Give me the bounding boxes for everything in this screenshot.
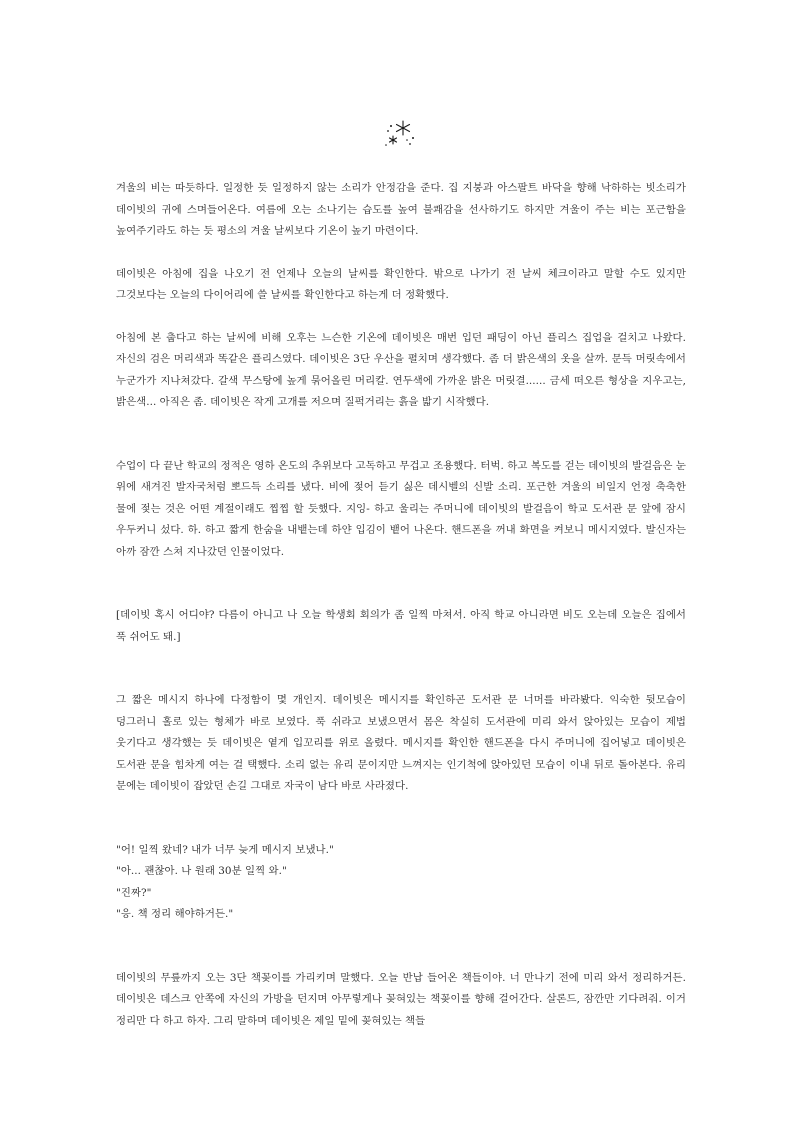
paragraph-8: 데이빗의 무릎까지 오는 3단 책꽂이를 가리키며 말했다. 오늘 반납 들어온 책들이야. 너 만나기 전에 미리 와서 정리하거든. 데이빗은 데스크 안쪽에 자신의 가방을 던지며 아무렇게나 꽂혀있는 책꽂이를 향해 걸어간다. 살론드, 잠깐만 기다려줘. 이거 정리만 다 하고 하자. 그리 말하며 데이빗은 제일 밑에 꽂혀있는 책들 bbox=[116, 971, 686, 1027]
dialogue-line: "어! 일찍 왔네? 내가 너무 늦게 메시지 보냈나." bbox=[116, 843, 334, 856]
paragraph-3: 아침에 본 춥다고 하는 날씨에 비해 오후는 느슨한 기온에 데이빗은 매번 입던 패딩이 아닌 플리스 집업을 걸치고 나왔다. 자신의 검은 머리색과 똑같은 플리스였다. 데이빗은 3단 우산을 펼치며 생각했다. 좀 더 밝은색의 옷을 살까. 문득 머릿속에서 누군가가 지나쳐갔다. 갈색 무스탕에 높게 묶어올린 머리칼. 연두색에 가까운 밝은 머릿결...... 금세 떠오른 형상을 지우고는, 밝은색... 아직은 좀. 데이빗은 작게 고개를 저으며 질퍽거리는 흙을 밟기 시작했다. bbox=[116, 331, 686, 408]
dialogue-block bbox=[116, 840, 686, 926]
dialogue-line: "아... 괜찮아. 나 원래 30분 일찍 와." bbox=[116, 865, 287, 877]
paragraph-1: 겨울의 비는 따듯하다. 일정한 듯 일정하지 않는 소리가 안정감을 준다. 집 지붕과 아스팔트 바닥을 향해 낙하하는 빗소리가 데이빗의 귀에 스며들어온다. 여름에 오는 소나기는 습도를 높여 불쾌감을 선사하기도 하지만 겨울이 주는 비는 포근함을 높여주기라도 하는 듯 평소의 겨울 날씨보다 기온이 높기 마련이다. bbox=[116, 182, 686, 237]
paragraph-6: 그 짧은 메시지 하나에 다정함이 몇 개인지. 데이빗은 메시지를 확인하곤 도서관 문 너머를 바라봤다. 익숙한 뒷모습이 덩그러니 홀로 있는 형체가 바로 보였다. 푹 쉬라고 보냈으면서 몸은 착실히 도서관에 미리 와서 앉아있는 모습이 제법 웃기다고 생각했는 듯 데이빗은 옅게 입꼬리를 위로 올렸다. 메시지를 확인한 핸드폰을 다시 주머니에 집어넣고 데이빗은 도서관 문을 힘차게 여는 걸 택했다. 소리 없는 유리 문이지만 느껴지는 인기척에 앉아있던 모습이 이내 뒤로 돌아본다. 유리 문에는 데이빗이 잡았던 손길 그대로 자국이 남다 바로 사라졌다. bbox=[116, 694, 686, 792]
snowflake-ornament-icon bbox=[383, 118, 417, 150]
message-paragraph: [데이빗 혹시 어디야? 다름이 아니고 나 오늘 학생회 회의가 좀 일찍 마쳐서. 아직 학교 아니라면 비도 오는데 오늘은 집에서 푹 쉬어도 돼.] bbox=[116, 609, 686, 643]
story-body bbox=[116, 178, 686, 1032]
paragraph-2: 데이빗은 아침에 집을 나오기 전 언제나 오늘의 날씨를 확인한다. 밖으로 나가기 전 날씨 체크이라고 말할 수도 있지만 그것보다는 오늘의 다이어리에 쓸 날씨를 확인한다고 하는게 더 정확했다. bbox=[116, 267, 686, 301]
paragraph-4: 수업이 다 끝난 학교의 정적은 영하 온도의 추위보다 고독하고 무겁고 조용했다. 터벅. 하고 복도를 걷는 데이빗의 발걸음은 눈 위에 새겨진 발자국처럼 뽀드득 소리를 냈다. 비에 젖어 듣기 싫은 데시벨의 신발 소리. 포근한 겨울의 비일지 언정 축축한 물에 젖는 것은 어떤 계절이래도 찝찝 할 듯했다. 지잉- 하고 울리는 주머니에 데이빗의 발걸음이 학교 도서관 문 앞에 잠시 우두커니 섰다. 하. 하고 짧게 한숨을 내뱉는데 하얀 입김이 뱉어 나온다. 핸드폰을 꺼내 화면을 켜보니 메시지였다. 발신자는 아까 잠깐 스쳐 지나갔던 인물이었다. bbox=[116, 459, 686, 558]
dialogue-line: "응. 책 정리 해야하거든." bbox=[116, 908, 234, 920]
dialogue-line: "진짜?" bbox=[116, 886, 152, 899]
